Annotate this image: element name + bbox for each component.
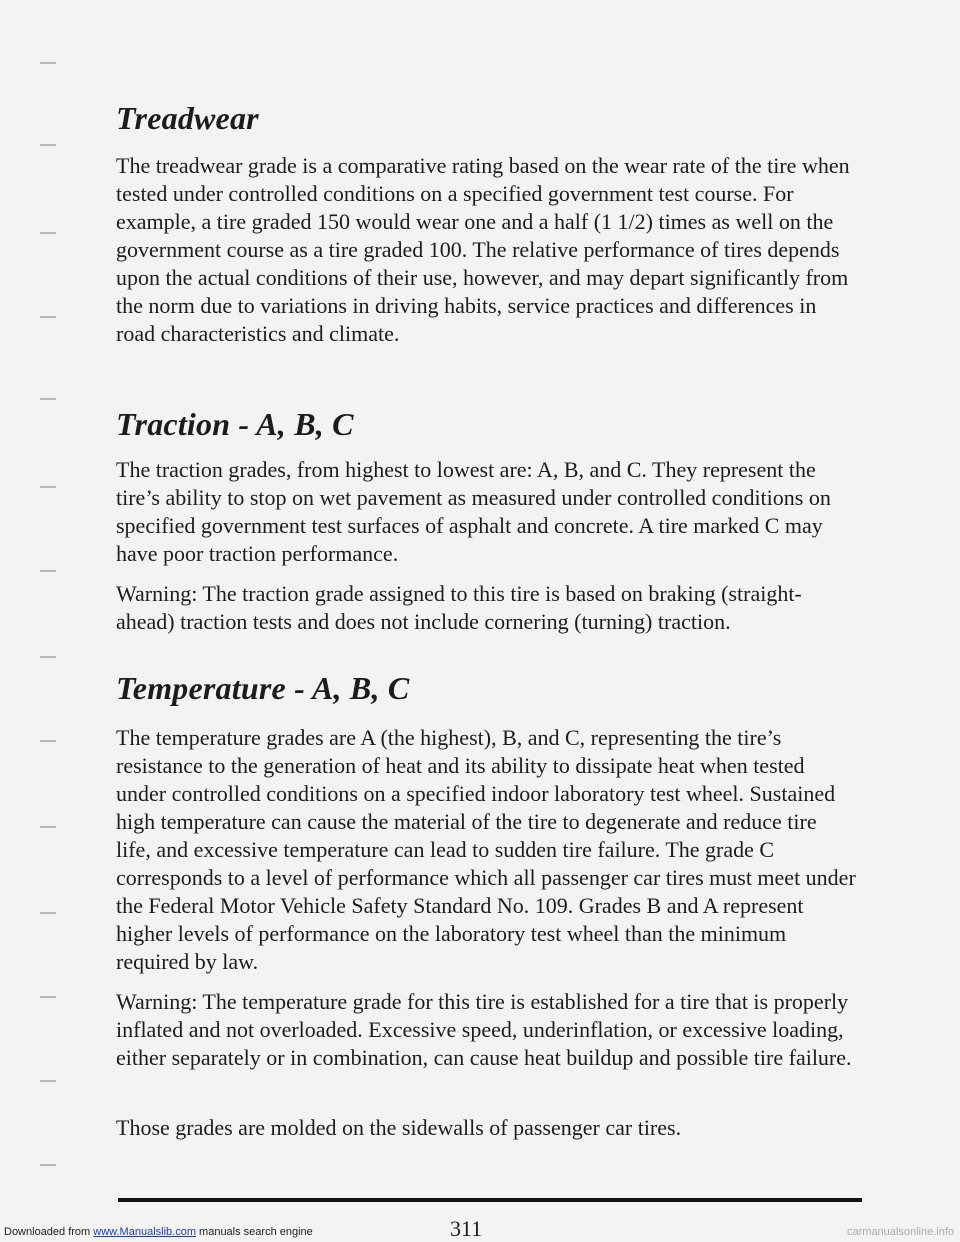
traction-warning: Warning: The traction grade assigned to this tire is based on braking (straight-ahead) traction tests and does not include cornering (turning) traction.	[116, 581, 802, 634]
source-prefix: Downloaded from	[4, 1226, 94, 1238]
treadwear-paragraph: The treadwear grade is a comparative rating based on the wear rate of the tire when tested under controlled conditions on a specified government test course. For example, a tire graded 150 would wear one and a half (1 1/2) times as well on the government course as a tire graded 100. The relative performance of tires depends upon the actual conditions of their use, however, and may depart significantly from the norm due to variations in driving habits, service practices and differences in road characteristics and climate.	[116, 153, 850, 346]
margin-mark	[40, 656, 56, 658]
margin-mark	[40, 398, 56, 400]
margin-mark	[40, 1080, 56, 1082]
margin-mark	[40, 1164, 56, 1166]
temperature-warning: Warning: The temperature grade for this tire is established for a tire that is properly inflated and not overloaded. Excessive speed, underinflation, or excessive loading, either separately or in combination, can cause heat buildup and possible tire failure.	[116, 989, 852, 1070]
margin-mark	[40, 144, 56, 146]
section-title-treadwear: Treadwear	[116, 100, 259, 136]
margin-mark	[40, 826, 56, 828]
margin-mark	[40, 316, 56, 318]
temperature-paragraph: The temperature grades are A (the highest), B, and C, representing the tire’s resistance to the generation of heat and its ability to dissipate heat when tested under controlled conditions on a specified indoor laboratory test wheel. Sustained high temperature can cause the material of the tire to degenerate and reduce tire life, and excessive temperature can lead to sudden tire failure. The grade C corresponds to a level of performance which all passenger car tires must meet under the Federal Motor Vehicle Safety Standard No. 109. Grades B and A represent higher levels of performance on the laboratory test wheel than the minimum required by law.	[116, 725, 856, 974]
manualslib-link[interactable]: www.Manualslib.com	[93, 1226, 196, 1238]
margin-mark	[40, 570, 56, 572]
section-title-temperature: Temperature - A, B, C	[116, 670, 410, 706]
margin-mark	[40, 740, 56, 742]
traction-paragraph: The traction grades, from highest to lowest are: A, B, and C. They represent the tire’s ability to stop on wet pavement as measured under controlled conditions on specified government test surfaces of asphalt and concrete. A tire marked C may have poor traction performance.	[116, 457, 831, 566]
download-source-note	[4, 1226, 313, 1238]
footer-rule	[118, 1198, 862, 1202]
page-number: 311	[450, 1216, 483, 1241]
margin-mark	[40, 486, 56, 488]
margin-mark	[40, 996, 56, 998]
watermark: carmanualsonline.info	[846, 1226, 954, 1238]
margin-mark	[40, 232, 56, 234]
source-suffix: manuals search engine	[195, 1226, 313, 1238]
margin-mark	[40, 912, 56, 914]
molded-grades-note: Those grades are molded on the sidewalls of passenger car tires.	[116, 1115, 682, 1140]
section-title-traction: Traction - A, B, C	[116, 406, 354, 442]
margin-mark	[40, 62, 56, 64]
